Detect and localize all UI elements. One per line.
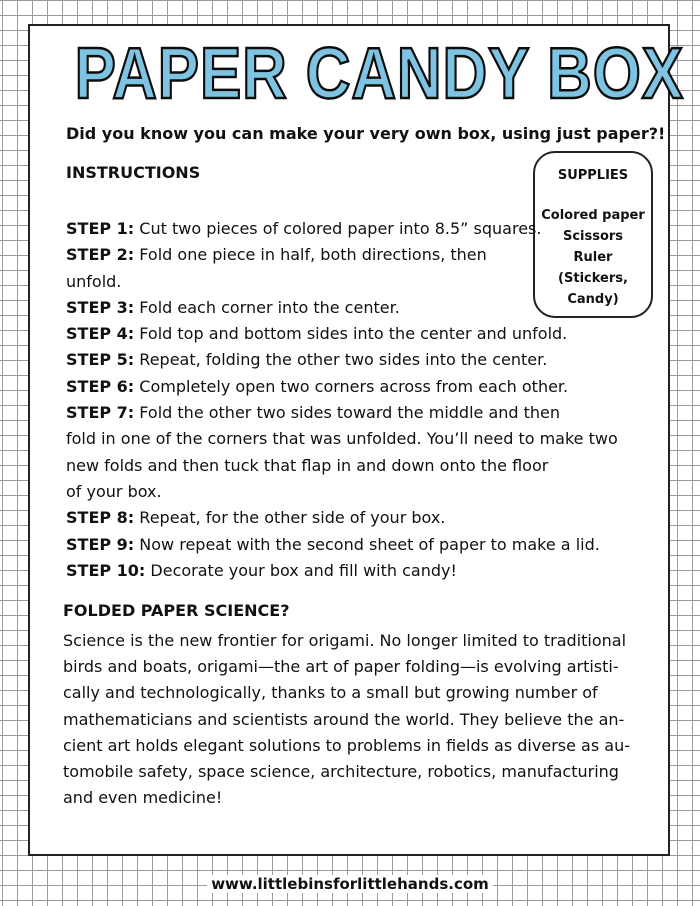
- step-label: STEP 8:: [66, 508, 135, 528]
- step-label: STEP 5:: [66, 350, 135, 370]
- step-line: [66, 374, 626, 400]
- science-line: Science is the new frontier for origami. No longer limited to traditional: [63, 631, 627, 650]
- step-text: Cut two pieces of colored paper into 8.5” squares.: [134, 219, 542, 238]
- step-line: [66, 216, 626, 242]
- step-text: Fold one piece in half, both directions, then: [134, 245, 487, 265]
- step-line: [66, 453, 626, 479]
- step-line: [66, 479, 626, 505]
- step-label: STEP 1:: [66, 219, 135, 238]
- science-line: and even medicine!: [63, 788, 223, 808]
- step-label: STEP 2:: [66, 245, 135, 265]
- step-line: [66, 242, 626, 268]
- supplies-title: SUPPLIES: [557, 168, 629, 183]
- step-text: Fold top and bottom sides into the center and unfold.: [134, 324, 568, 344]
- science-heading: FOLDED PAPER SCIENCE?: [63, 601, 290, 620]
- step-label: STEP 6:: [66, 376, 135, 396]
- supplies-item: Ruler: [573, 250, 613, 265]
- step-label: STEP 3:: [66, 297, 135, 317]
- step-line: [66, 347, 626, 373]
- science-line: cient art holds elegant solutions to problems in fields as diverse as au-: [63, 735, 630, 755]
- step-text: Repeat, for the other side of your box.: [134, 508, 446, 528]
- supplies-item: (Stickers,: [558, 271, 628, 286]
- supplies-item: Candy): [567, 292, 619, 307]
- step-line: [66, 321, 626, 347]
- step-text: of your box.: [66, 481, 162, 501]
- science-line: mathematicians and scientists around the world. They believe the an-: [63, 709, 625, 729]
- step-text: new folds and then tuck that flap in and down onto the floor: [66, 455, 549, 475]
- step-line: [66, 295, 626, 321]
- website-footer: [0, 873, 700, 895]
- science-line: cally and technologically, thanks to a small but growing number of: [63, 683, 598, 703]
- step-text: fold in one of the corners that was unfolded. You’ll need to make two: [66, 429, 618, 449]
- supplies-item: Scissors: [562, 229, 624, 244]
- step-text: Decorate your box and fill with candy!: [145, 560, 457, 580]
- steps-list: [66, 216, 626, 584]
- supplies-item: Colored paper: [541, 208, 645, 223]
- step-text: Fold each corner into the center.: [134, 297, 400, 317]
- step-text: unfold.: [66, 271, 122, 291]
- science-line: birds and boats, origami—the art of paper folding—is evolving artisti-: [63, 657, 619, 677]
- step-text: Fold the other two sides toward the middle and then: [134, 403, 561, 423]
- step-line: [66, 532, 626, 558]
- step-label: STEP 4:: [66, 324, 135, 344]
- step-line: [66, 426, 626, 452]
- step-label: STEP 9:: [66, 534, 135, 554]
- intro-text: Did you know you can make your very own box, using just paper?!: [66, 124, 666, 143]
- page-title: PAPER CANDY BOX: [74, 34, 684, 114]
- step-text: Repeat, folding the other two sides into the center.: [134, 350, 548, 370]
- step-line: [66, 400, 626, 426]
- science-paragraph: [63, 628, 643, 811]
- step-line: [66, 505, 626, 531]
- step-text: Completely open two corners across from each other.: [134, 376, 569, 396]
- step-line: [66, 269, 626, 295]
- step-label: STEP 7:: [66, 403, 135, 423]
- step-line: [66, 558, 626, 584]
- instructions-heading: INSTRUCTIONS: [66, 163, 201, 182]
- step-label: STEP 10:: [66, 560, 146, 580]
- science-line: tomobile safety, space science, architecture, robotics, manufacturing: [63, 762, 619, 782]
- step-text: Now repeat with the second sheet of paper to make a lid.: [134, 534, 600, 554]
- worksheet-panel: [28, 24, 684, 856]
- website-url: www.littlebinsforlittlehands.com: [207, 875, 493, 893]
